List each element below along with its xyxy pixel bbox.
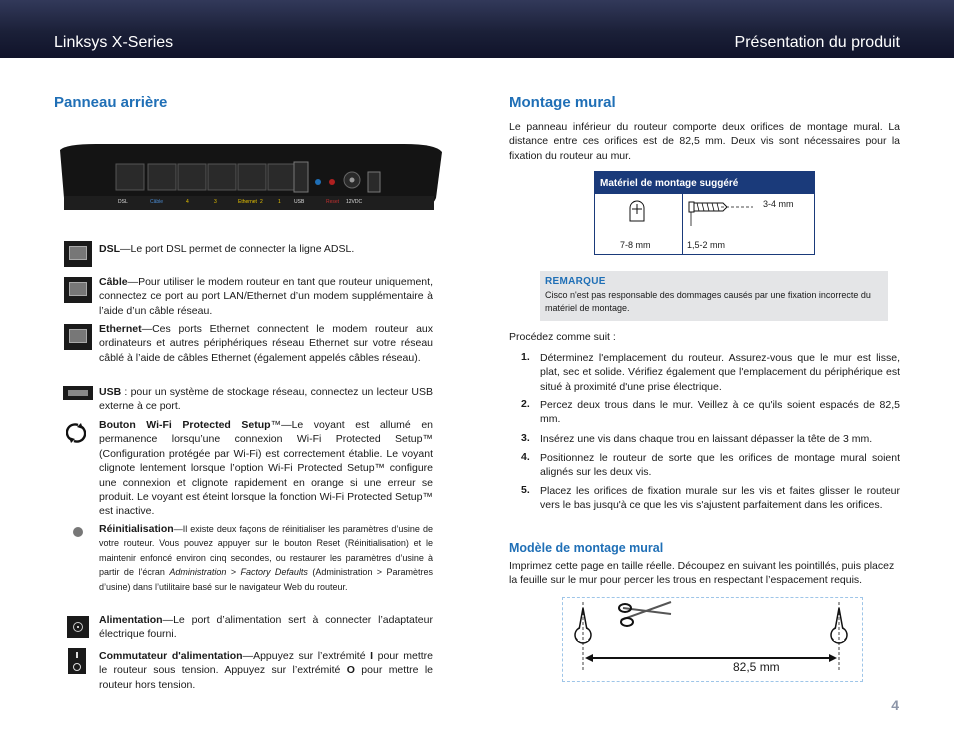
power-switch-icon	[68, 648, 86, 674]
step-number: 5.	[521, 484, 530, 496]
hardware-table	[594, 171, 815, 255]
screw-head-cell	[595, 194, 683, 255]
wps-icon	[66, 422, 86, 444]
step-text: Placez les orifices de fixation murale sur les vis et faites glisser le routeur vers le bas jusqu'à ce que les vis s'ajustent parfaitement dans les orifices.	[540, 485, 900, 512]
reset-description: Réinitialisation—Il existe deux façons de réinitialiser les paramètres d’usine de votre routeur. Vous pouvez appuyer sur le bouton Reset (Réinitialisation) et le maintenir enfoncé environ cinq secondes, ou restaurer les paramètres d’usine à partir de l’écran Administration > Factory Defaults (Administration > Paramètres d’usine) dans l’utilitaire basé sur le navigateur Web du routeur.	[99, 523, 434, 592]
port-label-power: 12VDC	[346, 199, 363, 205]
power-description: Alimentation—Le port d’alimentation sert à connecter l’adaptateur électrique fourni.	[99, 614, 433, 641]
port-label-dsl: DSL	[118, 199, 128, 205]
step-text: Percez deux trous dans le mur. Veillez à ce qu'ils soient espacés de 82,5 mm.	[540, 399, 900, 426]
ethernet-port-icon	[64, 324, 92, 350]
port-label-4: 4	[186, 199, 189, 205]
mounting-template	[562, 597, 863, 682]
note-box	[540, 271, 888, 321]
router-rear-panel-image	[56, 140, 444, 218]
usb-description: USB : pour un système de stockage réseau, connectez un lecteur USB externe à ce port.	[99, 386, 433, 413]
page-header	[0, 0, 954, 58]
rear-panel-heading: Panneau arrière	[54, 94, 168, 111]
reset-icon	[73, 527, 83, 537]
wall-mount-intro: Le panneau inférieur du routeur comporte deux orifices de montage mural. La distance entre ces orifices est de 82,5 mm. Deux vis sont nécessaires pour la fixation du routeur au mur.	[509, 121, 900, 162]
note-body: Cisco n'est pas responsable des dommages causés par une fixation incorrecte du matériel de montage.	[545, 290, 871, 313]
port-label-usb: USB	[294, 199, 305, 205]
cable-description: Câble—Pour utiliser le modem routeur en tant que routeur uniquement, connectez ce port au port LAN/Ethernet d’un modem supplémentaire à l’aide d’un câble réseau.	[99, 276, 433, 317]
ethernet-description: Ethernet—Ces ports Ethernet connectent le modem routeur aux ordinateurs et autres périphériques réseau Ethernet sur votre réseau câblé à l’aide de câbles Ethernet (également appelés câbles réseau).	[99, 323, 433, 364]
port-label-cable: Câble	[150, 199, 164, 205]
step-number: 3.	[521, 432, 530, 444]
port-label-2: 2	[260, 199, 263, 205]
proceed-text: Procédez comme suit :	[509, 331, 616, 343]
port-label-reset: Reset	[326, 199, 340, 205]
wall-mount-heading: Montage mural	[509, 94, 616, 111]
port-label-ethernet: Ethernet	[238, 199, 257, 205]
scissors-icon	[619, 602, 671, 626]
step-text: Positionnez le routeur de sorte que les orifices de montage mural soient alignés sur les deux vis.	[540, 452, 900, 479]
cable-port-icon	[64, 277, 92, 303]
step-text: Insérez une vis dans chaque trou en laissant dépasser la tête de 3 mm.	[540, 433, 873, 445]
power-port-icon	[67, 616, 89, 638]
screw-head-icon	[629, 200, 645, 222]
page-number: 4	[891, 697, 899, 713]
length-label: 3-4 mm	[763, 199, 794, 209]
power-switch-description: Commutateur d'alimentation—Appuyez sur l’extrémité I pour mettre le routeur sous tension. Appuyez sur l’extrémité O pour mettre le routeur hors tension.	[99, 650, 433, 691]
shaft-size-label: 1,5-2 mm	[687, 240, 726, 250]
section-title: Présentation du produit	[734, 34, 900, 51]
head-size-label: 7-8 mm	[620, 240, 651, 250]
step-text: Déterminez l'emplacement du routeur. Assurez-vous que le mur est lisse, plat, sec et solide. Vérifiez également que l'emplacement du périphérique est situé à proximité d'une prise électrique.	[540, 352, 900, 393]
dsl-description: DSL—Le port DSL permet de connecter la ligne ADSL.	[99, 243, 355, 255]
port-label-1: 1	[278, 199, 281, 205]
hardware-table-header: Matériel de montage suggéré	[595, 172, 814, 194]
usb-port-icon	[63, 386, 93, 400]
port-label-3: 3	[214, 199, 217, 205]
step-number: 2.	[521, 398, 530, 410]
dsl-port-icon	[64, 241, 92, 267]
step-number: 4.	[521, 451, 530, 463]
distance-label: 82,5 mm	[733, 660, 780, 674]
note-title: REMARQUE	[545, 276, 606, 287]
wps-description: Bouton Wi-Fi Protected Setup™—Le voyant est allumé en permanence lorsqu’une connexion Wi-Fi Protected Setup™ (Configuration protégée par Wi-Fi) est correctement établie. Le voyant clignote lentement lorsque l’option Wi-Fi Protected Setup™ configure une connexion et clignote rapidement en orange si une erreur se produit. Le voyant est éteint lorsque la fonction Wi-Fi Protected Setup™ est inactive.	[99, 419, 433, 518]
screw-side-icon	[687, 198, 757, 228]
template-instructions: Imprimez cette page en taille réelle. Découpez en suivant les pointillés, puis placez la feuille sur le mur pour percer les trous en respectant l’espacement requis.	[509, 560, 895, 587]
step-number: 1.	[521, 351, 530, 363]
template-heading: Modèle de montage mural	[509, 541, 664, 555]
doc-title: Linksys X-Series	[54, 34, 174, 51]
